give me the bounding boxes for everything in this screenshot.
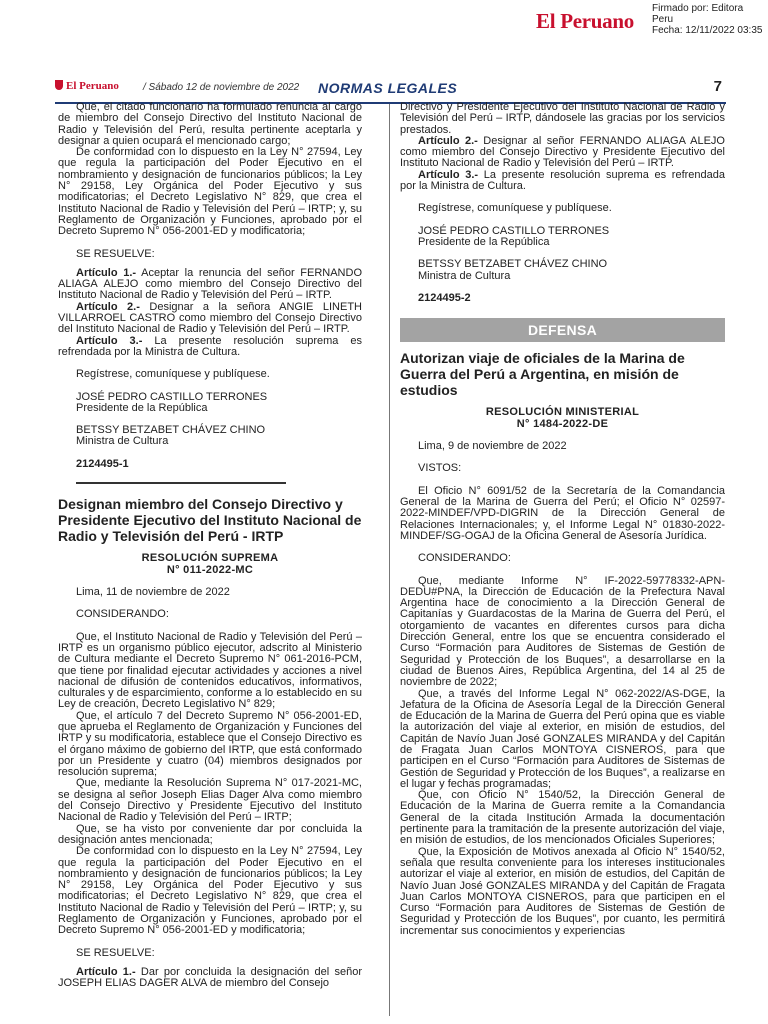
signatory-name: BETSSY BETZABET CHÁVEZ CHINO: [76, 424, 266, 437]
registrese: Regístrese, comuníquese y publíquese.: [418, 202, 612, 215]
considerando: CONSIDERANDO:: [418, 552, 511, 565]
article-label: Artículo 3.-: [418, 168, 479, 181]
article-label: Artículo 1.-: [76, 266, 137, 279]
paragraph: Que, mediante Informe N° IF-2022-59778332-APN-DEDU#PNA, la Dirección de Educación de la Prefectura Naval Argentina hace de conocimiento a la Dirección General de Capitanías y Guardacostas de la Marina de Guerra del Perú, el otorgamiento de vacantes en diferentes cursos para dicha Dirección General, entre los que se encuentra considerado el Curso “Formación para Auditores de Sistemas de Gestión de Seguridad y Protección de los Buques”, a desarrollarse en la ciudad de Buenos Aires, República Argentina, del 14 al 25 de noviembre de 2022;: [400, 574, 725, 689]
article: [58, 302, 362, 336]
column-divider: [389, 104, 390, 1016]
article-label: Artículo 2.-: [76, 300, 140, 313]
signatory-name: JOSÉ PEDRO CASTILLO TERRONES: [76, 390, 268, 403]
norm-date: Lima, 9 de noviembre de 2022: [418, 440, 567, 453]
el-peruano-logo: El Peruano: [536, 9, 634, 33]
header-logo-text: El Peruano: [66, 80, 119, 92]
paragraph: Que, la Exposición de Motivos anexada al Oficio N° 1540/52, señala que resulta conveniente para los intereses institucionales autorizar el viaje al exterior, en misión de estudios, del Capitán de Navío Juan José GONZALES MIRANDA y del Capitán de Fragata Juan Carlos MONTOYA CISNEROS, para que participen en el Curso “Formación para Auditores de Sistemas de Gestión de Seguridad y Protección de los Buques”, por cuanto, les permitirá incrementar sus conocimientos y experiencias: [400, 845, 725, 937]
signature-date: Fecha: 12/11/2022 03:35: [652, 25, 763, 36]
norm-date: Lima, 11 de noviembre de 2022: [76, 586, 230, 599]
header-section-title: NORMAS LEGALES: [318, 80, 458, 96]
signatory-role: Ministra de Cultura: [76, 435, 169, 448]
paragraph: Directivo y Presidente Ejecutivo del Instituto Nacional de Radio y Televisión del Perú – IRTP, dándosele las gracias por los servicios prestados.: [400, 101, 725, 136]
article-text: Designar a la señora ANGIE LINETH VILLARROEL CASTRO como miembro del Consejo Directivo del Instituto Nacional de Radio y Televisión del Perú – IRTP.: [58, 300, 362, 336]
signatory-role: Presidente de la República: [418, 235, 550, 248]
publication-code: 2124495-2: [418, 291, 471, 304]
article-label: Artículo 2.-: [418, 134, 478, 147]
article: [400, 136, 725, 170]
right-column: [400, 102, 725, 937]
considerando: CONSIDERANDO:: [76, 608, 169, 621]
article-text: Aceptar la renuncia del señor FERNANDO ALIAGA ALEJO como miembro del Consejo Directivo del Instituto Nacional de Radio y Televisión del Perú – IRTP.: [58, 266, 362, 302]
norm-title: Designan miembro del Consejo Directivo y Presidente Ejecutivo del Instituto Nacional de Radio y Televisión del Perú - IRTP: [58, 496, 362, 545]
resolution-number: N° 1484-2022-DE: [516, 418, 609, 431]
signature-signed-by: Firmado por: Editora: [652, 3, 744, 14]
shield-icon: [55, 80, 63, 90]
resolution-label: RESOLUCIÓN MINISTERIAL: [485, 406, 640, 419]
paragraph: Que, con Oficio N° 1540/52, la Dirección General de Educación de la Marina de Guerra remite a la Comandancia General de la citada Institución Armada la documentación pertinente para la tramitación de la presente autorización del viaje, en misión de estudios, de los mencionados Oficiales Superiores;: [400, 789, 725, 847]
article: [58, 967, 362, 990]
se-resuelve: SE RESUELVE:: [76, 247, 155, 260]
paragraph: De conformidad con lo dispuesto en la Ley N° 27594, Ley que regula la participación del Poder Ejecutivo en el nombramiento y designación de funcionarios públicos; la Ley N° 29158, Ley Orgánica del Poder Ejecutivo y sus modificatorias; el Decreto Legislativo N° 829, que crea el Instituto Nacional de Radio y Televisión del Perú – IRTP; y, su Reglamento de Organización y Funciones, aprobado por el Decreto Supremo N° 056-2001-ED y modificatoria;: [58, 146, 362, 238]
separator-rule: [76, 482, 286, 484]
header-logo: [55, 80, 119, 92]
signature-signed-by-2: Peru: [652, 14, 674, 25]
paragraph: Que, se ha visto por conveniente dar por concluida la designación antes mencionada;: [58, 822, 362, 846]
article: [58, 336, 362, 359]
paragraph: Que, mediante la Resolución Suprema N° 017-2021-MC, se designa al señor Joseph Elias Dager Alva como miembro del Consejo Directivo y Presidente Ejecutivo del Instituto Nacional de Radio y Televisión del Perú – IRTP;: [58, 777, 362, 824]
article: [400, 170, 725, 193]
resolution-number: N° 011-2022-MC: [166, 564, 254, 577]
vistos: VISTOS:: [418, 462, 462, 475]
paragraph: Que, el artículo 7 del Decreto Supremo N° 056-2001-ED, que aprueba el Reglamento de Organización y Funciones del IRTP y su modificatoria, establece que el Consejo Directivo es el órgano máximo de gobierno del IRTP, que está conformado por un Presidente y cuatro (04) miembros designados por resolución suprema;: [58, 709, 362, 779]
article: [58, 268, 362, 302]
section-banner-defensa: DEFENSA: [400, 318, 725, 342]
signatory-role: Ministra de Cultura: [418, 269, 511, 282]
article-label: Artículo 3.-: [76, 334, 143, 347]
digital-signature-stamp: [652, 3, 768, 36]
signatory-name: JOSÉ PEDRO CASTILLO TERRONES: [418, 224, 610, 237]
article-text: Dar por concluida la designación del señor JOSEPH ELIAS DAGER ALVA de miembro del Consejo: [58, 965, 362, 990]
paragraph: De conformidad con lo dispuesto en la Ley N° 27594, Ley que regula la participación del Poder Ejecutivo en el nombramiento y designación de funcionarios públicos; la Ley N° 29158, Ley Orgánica del Poder Ejecutivo y sus modificatorias; el Decreto Legislativo N° 829, que crea el Instituto Nacional de Radio y Televisión del Perú – IRTP; y, su Reglamento de Organización y Funciones, aprobado por el Decreto Supremo N° 056-2001-ED y modificatoria;: [58, 845, 362, 937]
publication-code: 2124495-1: [76, 457, 129, 470]
article-text: Designar al señor FERNANDO ALIAGA ALEJO como miembro del Consejo Directivo y Presidente Ejecutivo del Instituto Nacional de Radio y Televisión del Perú – IRTP.: [400, 134, 725, 170]
paragraph: Que, el citado funcionario ha formulado renuncia al cargo de miembro del Consejo Directivo del Instituto Nacional de Radio y Televisión del Perú, resulta pertinente aceptarla y designar a quien ocupará el mencionado cargo;: [58, 101, 362, 147]
article-label: Artículo 1.-: [76, 965, 136, 978]
signatory-name: BETSSY BETZABET CHÁVEZ CHINO: [418, 258, 608, 271]
signatory-role: Presidente de la República: [76, 401, 208, 414]
article-text: La presente resolución suprema es refrendada por la Ministra de Cultura.: [58, 334, 362, 358]
paragraph: Que, el Instituto Nacional de Radio y Televisión del Perú – IRTP es un organismo público ejecutor, adscrito al Ministerio de Cultura mediante el Decreto Supremo N° 061-2016-PCM, que tiene por finalidad ejecutar actividades y acciones a nivel nacional de difusión de contenidos educativos, informativos, culturales y de esparcimiento, conforme a lo establecido en su Ley de creación, Decreto Legislativo N° 829;: [58, 630, 362, 711]
header-date: / Sábado 12 de noviembre de 2022: [143, 82, 300, 93]
norm-title: Autorizan viaje de oficiales de la Marina de Guerra del Perú a Argentina, en misión de estudios: [400, 350, 685, 399]
article-text: La presente resolución suprema es refrendada por la Ministra de Cultura.: [400, 168, 726, 193]
registrese: Regístrese, comuníquese y publíquese.: [76, 368, 270, 381]
page-number: 7: [713, 78, 722, 95]
page-header: [55, 72, 726, 104]
paragraph: El Oficio N° 6091/52 de la Secretaría de la Comandancia General de la Marina de Guerra del Perú; el Oficio N° 02597-2022-MINDEF/VPD-DIGRIN de la Dirección General de Relaciones Internacionales; y, el Informe Legal N° 01830-2022-MINDEF/SG-OGAJ de la Oficina General de Asesoría Jurídica.: [400, 484, 725, 542]
left-column: [58, 102, 362, 990]
resolution-label: RESOLUCIÓN SUPREMA: [141, 552, 279, 565]
se-resuelve: SE RESUELVE:: [76, 946, 155, 959]
paragraph: Que, a través del Informe Legal N° 062-2022/AS-DGE, la Jefatura de la Oficina de Asesoría Legal de la Dirección General de Educación de la Marina de Guerra del Perú opina que es viable la autorización del viaje al exterior, en misión de estudios, del Capitán de Navío Juan José GONZALES MIRANDA y del Capitán de Fragata Juan Carlos MONTOYA CISNEROS, para que participen en el Curso “Formación para Auditores de Sistemas de Gestión de Seguridad y Protección de los Buques”, a realizarse en el lugar y fechas programadas;: [400, 687, 725, 790]
